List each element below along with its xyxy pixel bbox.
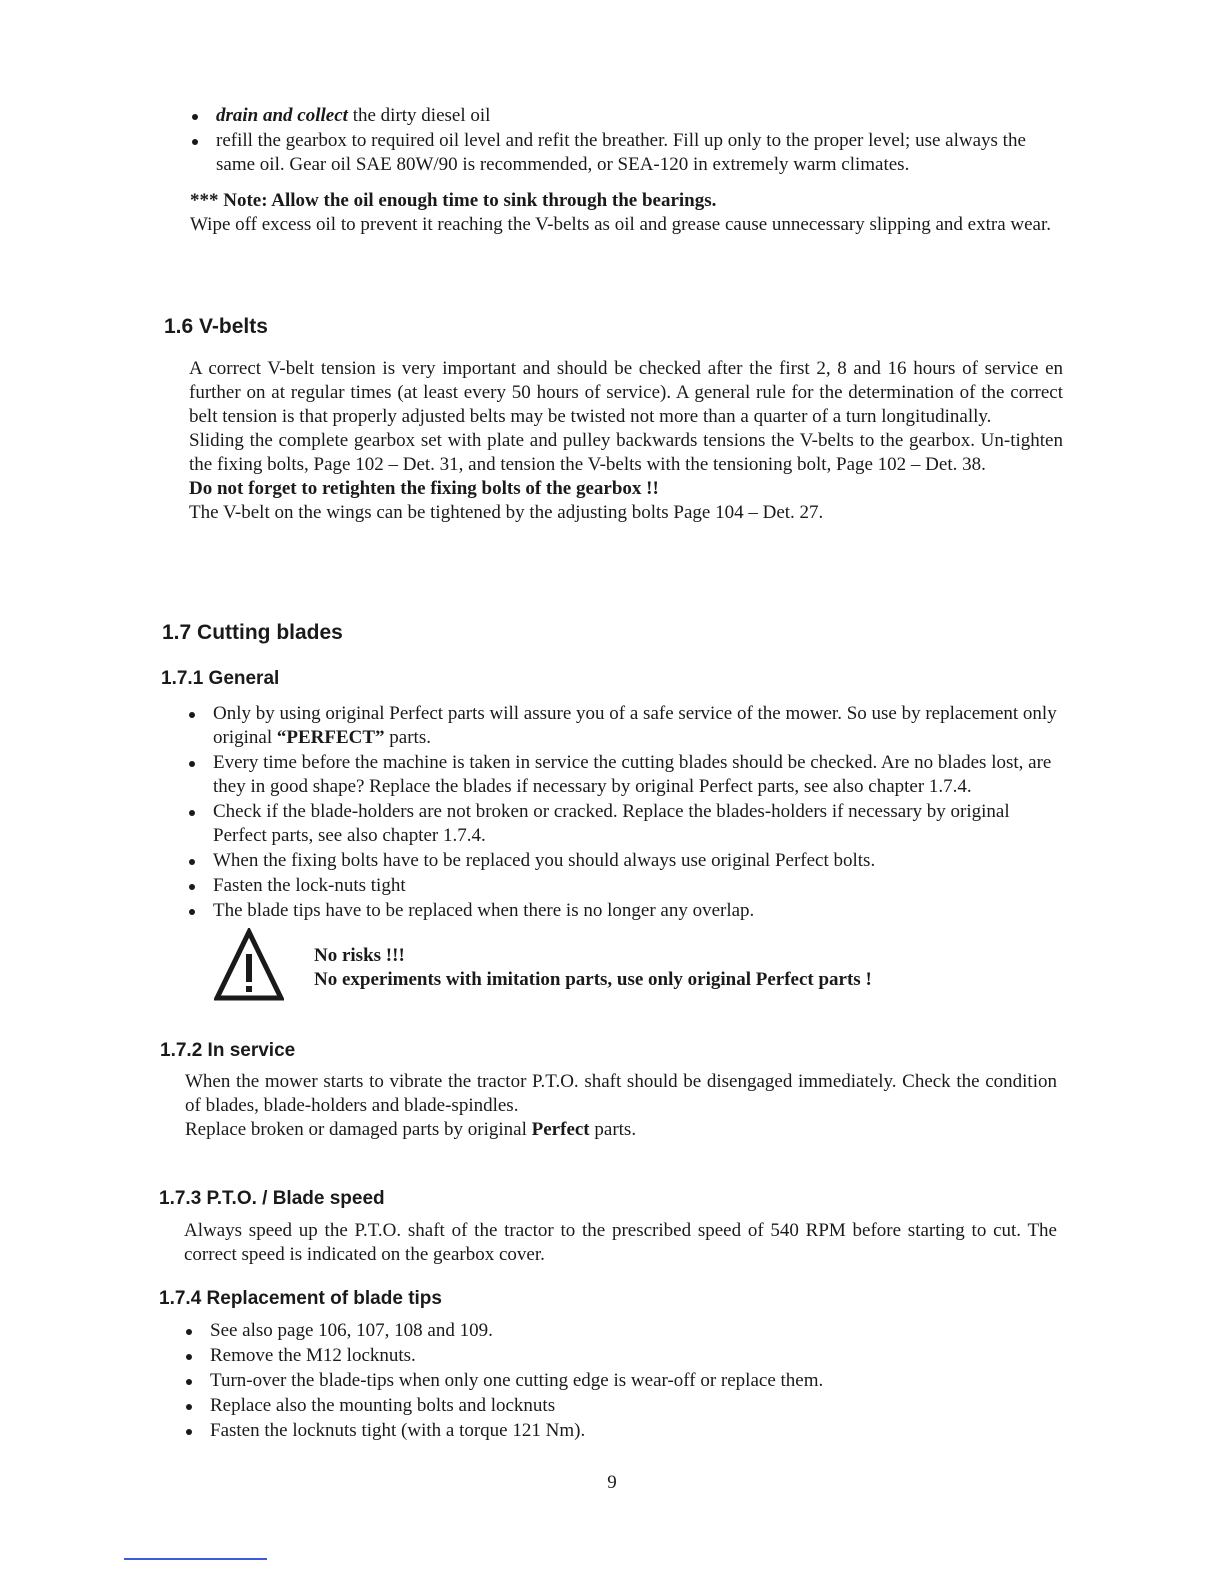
bullet-text: refill the gearbox to required oil level and refit the breather. Fill up only to the proper level; use always the same oil. Gear oil SAE 80W/90 is recommended, or SEA-120 in extremely warm climates. bbox=[216, 130, 1026, 175]
bullet-lead: drain and collect bbox=[216, 105, 348, 126]
subsection-heading-in-service: 1.7.2 In service bbox=[160, 1040, 296, 1061]
section-heading-vbelts: 1.6 V-belts bbox=[164, 315, 268, 338]
oil-steps bbox=[190, 104, 1066, 237]
subsection-heading-blade-tips: 1.7.4 Replacement of blade tips bbox=[159, 1288, 442, 1309]
list-item: See also page 106, 107, 108 and 109. bbox=[184, 1319, 1054, 1343]
warning-triangle-icon bbox=[214, 928, 284, 1002]
general-bullet-list bbox=[187, 702, 1061, 923]
list-item: Fasten the locknuts tight (with a torque 121 Nm). bbox=[184, 1419, 1054, 1443]
oil-bullet-list bbox=[190, 104, 1066, 177]
blade-tips-bullet-list bbox=[184, 1319, 1054, 1443]
footer-divider bbox=[124, 1558, 267, 1560]
vbelts-body bbox=[189, 357, 1063, 525]
section-heading-cutting-blades: 1.7 Cutting blades bbox=[162, 621, 343, 644]
vbelts-warning: Do not forget to retighten the fixing bolts of the gearbox !! bbox=[189, 478, 659, 499]
list-item: The blade tips have to be replaced when there is no longer any overlap. bbox=[187, 899, 1061, 923]
list-item bbox=[190, 104, 1066, 128]
list-item: Check if the blade-holders are not broken or cracked. Replace the blades-holders if necessary by original Perfect parts, see also chapter 1.7.4. bbox=[187, 800, 1061, 848]
wipe-paragraph: Wipe off excess oil to prevent it reaching the V-belts as oil and grease cause unnecessary slipping and extra wear. bbox=[190, 214, 1051, 235]
pto-speed-body bbox=[184, 1219, 1057, 1267]
in-service-body bbox=[185, 1070, 1057, 1142]
blade-tips-list bbox=[184, 1319, 1054, 1444]
warning-line-1: No risks !!! bbox=[314, 945, 405, 966]
list-item bbox=[190, 129, 1066, 177]
page-number: 9 bbox=[607, 1472, 617, 1493]
list-item: Replace also the mounting bolts and locknuts bbox=[184, 1394, 1054, 1418]
list-item: Only by using original Perfect parts will assure you of a safe service of the mower. So use by replacement only original “PERFECT” parts. bbox=[187, 702, 1061, 750]
in-service-paragraph: When the mower starts to vibrate the tractor P.T.O. shaft should be disengaged immediately. Check the condition of blades, blade-holders and blade-spindles. bbox=[185, 1071, 1057, 1116]
list-item: Every time before the machine is taken in service the cutting blades should be checked. Are no blades lost, are they in good shape? Replace the blades if necessary by original Perfect parts, see also chapter 1.7.4. bbox=[187, 751, 1061, 799]
list-item: When the fixing bolts have to be replaced you should always use original Perfect bolts. bbox=[187, 849, 1061, 873]
list-item: Fasten the lock-nuts tight bbox=[187, 874, 1061, 898]
vbelts-paragraph-3: The V-belt on the wings can be tightened by the adjusting bolts Page 104 – Det. 27. bbox=[189, 502, 824, 523]
warning-line-2: No experiments with imitation parts, use only original Perfect parts ! bbox=[314, 969, 872, 990]
pto-speed-paragraph: Always speed up the P.T.O. shaft of the tractor to the prescribed speed of 540 RPM before starting to cut. The correct speed is indicated on the gearbox cover. bbox=[184, 1220, 1057, 1265]
vbelts-paragraph-2: Sliding the complete gearbox set with plate and pulley backwards tensions the V-belts to the gearbox. Un-tighten the fixing bolts, Page 102 – Det. 31, and tension the V-belts with the tensioning bolt, Page 102 – Det. 38. bbox=[189, 430, 1063, 475]
oil-note: *** Note: Allow the oil enough time to sink through the bearings. bbox=[190, 190, 717, 211]
list-item: Remove the M12 locknuts. bbox=[184, 1344, 1054, 1368]
subsection-heading-pto-speed: 1.7.3 P.T.O. / Blade speed bbox=[159, 1188, 385, 1209]
list-item: Turn-over the blade-tips when only one cutting edge is wear-off or replace them. bbox=[184, 1369, 1054, 1393]
general-list bbox=[187, 702, 1061, 924]
vbelts-paragraph-1: A correct V-belt tension is very important and should be checked after the first 2, 8 and 16 hours of service en further on at regular times (at least every 50 hours of service). A general rule for the determination of the correct belt tension is that properly adjusted belts may be twisted not more than a quarter of a turn longitudinally. bbox=[189, 358, 1063, 427]
in-service-replace: Replace broken or damaged parts by original Perfect parts. bbox=[185, 1119, 637, 1140]
bullet-text: the dirty diesel oil bbox=[347, 105, 491, 126]
warning-text bbox=[314, 944, 872, 992]
subsection-heading-general: 1.7.1 General bbox=[161, 668, 280, 689]
